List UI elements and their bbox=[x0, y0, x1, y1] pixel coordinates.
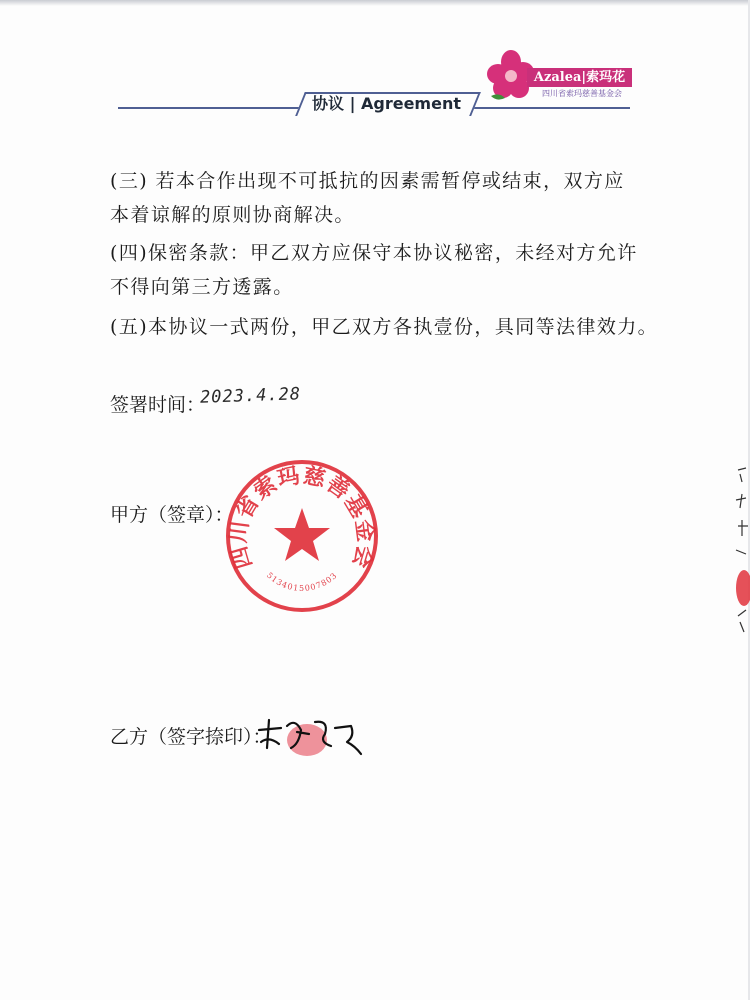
partial-edge-stamp bbox=[712, 460, 750, 650]
page-title: 协议 | Agreement bbox=[312, 94, 461, 113]
svg-text:5134015007803 bbox=[265, 571, 339, 593]
signing-date-label: 签署时间： bbox=[110, 394, 206, 416]
logo-subtitle: 四川省索玛慈善基金会 bbox=[542, 89, 622, 98]
party-b-signature bbox=[255, 708, 375, 764]
logo-banner: Azalea|索玛花 bbox=[527, 68, 632, 87]
signing-date-handwritten: 2023.4.28 bbox=[199, 384, 302, 408]
party-b-label: 乙方（签字捺印）： bbox=[110, 726, 272, 748]
seal-number: 5134015007803 bbox=[264, 570, 340, 593]
thumbprint bbox=[287, 724, 327, 756]
seal-text: 四川省索玛慈善基金会 bbox=[225, 462, 379, 572]
clause-4-line-1: (四)保密条款：甲乙双方应保守本协议秘密，未经对方允许 bbox=[110, 242, 638, 264]
foundation-logo bbox=[485, 48, 635, 104]
party-a-label: 甲方（签章）： bbox=[110, 504, 234, 526]
foundation-seal bbox=[222, 456, 382, 616]
clause-3-line-1: (三) 若本合作出现不可抵抗的因素需暂停或结束，双方应 bbox=[110, 170, 625, 192]
seal-star-icon bbox=[274, 508, 330, 561]
clause-4-line-2: 不得向第三方透露。 bbox=[110, 276, 294, 298]
clause-3-line-2: 本着谅解的原则协商解决。 bbox=[110, 204, 355, 226]
scan-top-shadow bbox=[0, 0, 750, 6]
clause-5-line-1: (五)本协议一式两份，甲乙双方各执壹份，具同等法律效力。 bbox=[110, 316, 659, 338]
